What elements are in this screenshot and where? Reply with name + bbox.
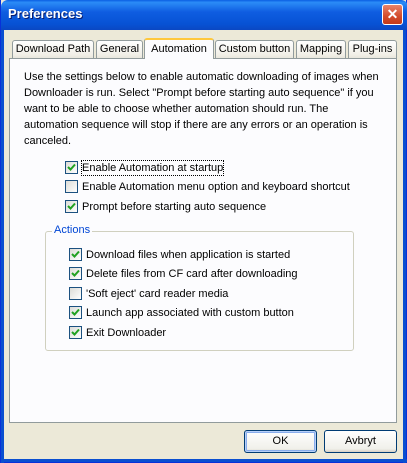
checkbox-box	[69, 306, 82, 319]
checkbox-label: Exit Downloader	[86, 327, 167, 339]
checkbox-box	[69, 326, 82, 339]
close-button[interactable]	[382, 4, 403, 25]
actions-group	[45, 224, 354, 351]
tab-mapping[interactable]	[296, 40, 346, 58]
window-border-left	[1, 30, 4, 463]
automation-panel	[9, 58, 397, 423]
checkbox-label: Prompt before starting auto sequence	[82, 201, 267, 213]
actions-group-title: Actions	[54, 224, 91, 236]
exit-downloader-checkbox[interactable]	[69, 326, 166, 342]
checkbox-box	[65, 200, 78, 213]
checkbox-box	[65, 161, 78, 174]
enable-automation-menu-checkbox[interactable]	[65, 180, 350, 196]
delete-from-cf-checkbox[interactable]	[69, 267, 298, 283]
checkbox-label: Delete files from CF card after downloading	[86, 268, 298, 280]
download-on-start-checkbox[interactable]	[69, 248, 290, 264]
automation-description: Use the settings below to enable automatic downloading of images when Downloader is run. Select "Prompt before starting auto sequence" if you want to be able to choose whether automation should run. The automation sequence will stop if there are any errors or an operation is canceled.	[24, 71, 379, 147]
tab-label: Download Path	[15, 43, 91, 55]
checkmark-icon	[71, 250, 80, 259]
tab-download-path[interactable]	[12, 40, 94, 58]
checkmark-icon	[71, 328, 80, 337]
close-icon: ✕	[386, 6, 399, 22]
soft-eject-checkbox[interactable]	[69, 287, 228, 303]
checkmark-icon	[71, 269, 80, 278]
enable-automation-startup-checkbox[interactable]	[65, 161, 223, 177]
window-title: Preferences	[8, 6, 83, 21]
checkbox-label: Enable Automation at startup	[82, 162, 224, 174]
cancel-button[interactable]: Avbryt	[324, 430, 397, 453]
checkbox-label: Launch app associated with custom button	[86, 307, 294, 319]
window-border-bottom	[1, 459, 407, 462]
checkmark-icon	[67, 202, 76, 211]
tab-label: Custom button	[218, 43, 291, 55]
title-bar[interactable]	[1, 0, 407, 30]
checkbox-box	[65, 180, 78, 193]
ok-button[interactable]: OK	[244, 430, 317, 453]
checkmark-icon	[71, 308, 80, 317]
tab-label: General	[99, 43, 140, 55]
checkbox-box	[69, 248, 82, 261]
tab-custom-button[interactable]	[215, 40, 294, 58]
checkbox-box	[69, 267, 82, 280]
window-border-right	[403, 30, 406, 463]
tab-label: Plug-ins	[352, 43, 393, 55]
checkbox-label: Enable Automation menu option and keyboard shortcut	[82, 181, 350, 193]
prompt-before-auto-checkbox[interactable]	[65, 200, 266, 216]
tab-label: Automation	[151, 43, 207, 55]
checkbox-box	[69, 287, 82, 300]
checkbox-label: Download files when application is started	[86, 249, 291, 261]
tab-plug-ins[interactable]	[348, 40, 397, 58]
tab-automation[interactable]	[144, 38, 214, 59]
checkbox-label: 'Soft eject' card reader media	[86, 288, 229, 300]
launch-app-checkbox[interactable]	[69, 306, 294, 322]
tab-general[interactable]	[96, 40, 143, 58]
tab-label: Mapping	[299, 43, 343, 55]
checkmark-icon	[67, 163, 76, 172]
